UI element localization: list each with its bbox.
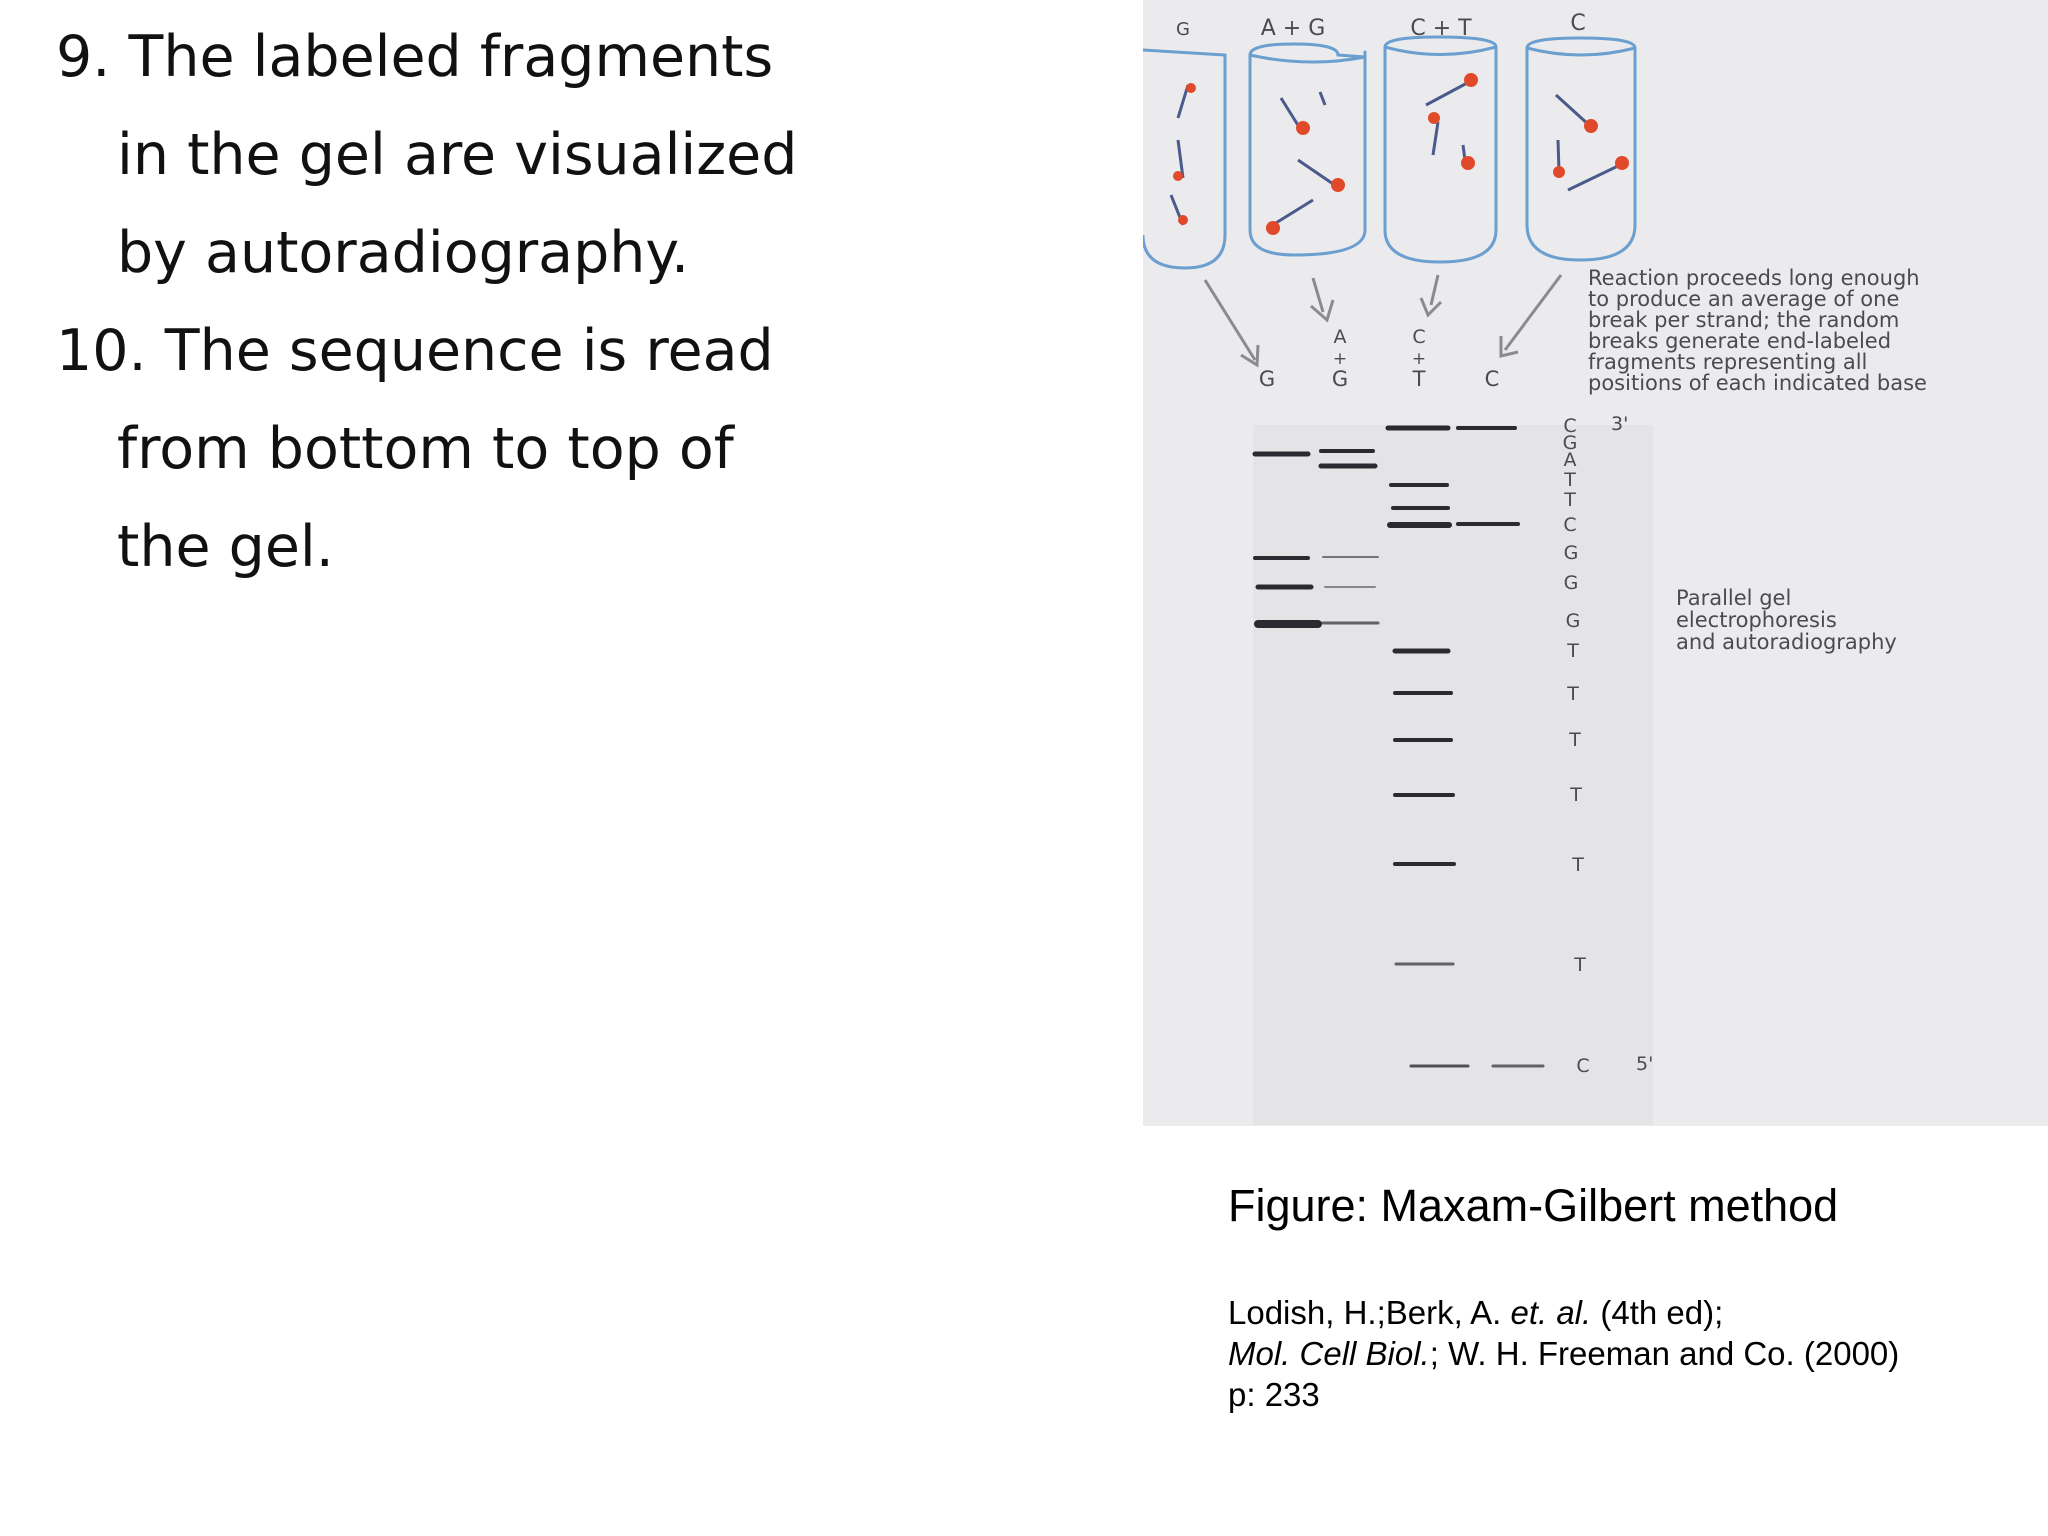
- tube-label-ag: A + G: [1260, 16, 1326, 41]
- bullet-9-line-2: in the gel are visualized: [117, 122, 798, 188]
- figure-caption: Figure: Maxam-Gilbert method: [1228, 1180, 1839, 1231]
- seq-letter-6: C: [1563, 514, 1577, 536]
- bullet-list: [56, 8, 1056, 596]
- seq-letter-4: T: [1564, 469, 1576, 491]
- seq-letter-7: G: [1563, 542, 1579, 564]
- label-dot: [1331, 178, 1345, 192]
- lane-label-ct-2: +: [1411, 349, 1427, 369]
- seq-letter-11: T: [1567, 683, 1579, 705]
- reaction-note-line-3: break per strand; the random: [1588, 308, 1900, 332]
- seq-letter-2: G: [1562, 432, 1578, 454]
- gel-note-line-2: electrophoresis: [1676, 608, 1837, 632]
- gel-area: [1253, 425, 1653, 1125]
- reaction-note-line-2: to produce an average of one: [1588, 287, 1900, 311]
- citation-page: p: 233: [1228, 1376, 1320, 1413]
- seq-letter-8: G: [1563, 572, 1579, 594]
- bullet-9-line-3: by autoradiography.: [117, 220, 690, 286]
- seq-letter-1: C: [1563, 415, 1577, 437]
- tube-label-g: G: [1176, 19, 1190, 40]
- label-dot: [1296, 121, 1310, 135]
- label-dot: [1461, 156, 1475, 170]
- reaction-note-line-6: positions of each indicated base: [1588, 371, 1927, 395]
- maxam-gilbert-figure: [1143, 0, 2048, 1126]
- label-dot: [1553, 166, 1565, 178]
- citation-line-1: [1228, 1292, 1899, 1333]
- seq-letter-14: T: [1572, 854, 1584, 876]
- citation-publisher: ; W. H. Freeman and Co. (2000): [1429, 1335, 1900, 1372]
- bullet-10-line-3: the gel.: [117, 514, 334, 580]
- citation-authors: Lodish, H.;Berk, A.: [1228, 1294, 1511, 1331]
- label-dot: [1584, 119, 1598, 133]
- label-dot: [1615, 156, 1629, 170]
- five-prime-label: 5': [1636, 1053, 1654, 1075]
- seq-letter-16: C: [1576, 1055, 1590, 1077]
- figure-illustration: [1143, 0, 2048, 1126]
- label-dot: [1186, 83, 1196, 93]
- seq-letter-12: T: [1569, 729, 1581, 751]
- citation-edition: (4th ed);: [1591, 1294, 1724, 1331]
- label-dot: [1173, 171, 1183, 181]
- lane-label-ct-1: C: [1412, 326, 1426, 348]
- citation: [1228, 1292, 1899, 1415]
- citation-line-2: [1228, 1333, 1899, 1374]
- seq-letter-9: G: [1565, 610, 1581, 632]
- label-dot: [1428, 112, 1440, 124]
- lane-label-ag-3: G: [1331, 367, 1349, 391]
- seq-letter-15: T: [1574, 954, 1586, 976]
- citation-et-al: et. al.: [1510, 1294, 1592, 1331]
- bullet-10-line-1: 10. The sequence is read: [56, 318, 774, 384]
- reaction-note: [1588, 266, 1927, 395]
- tube-label-c: C: [1570, 11, 1586, 36]
- citation-title: Mol. Cell Biol.: [1228, 1335, 1430, 1372]
- reaction-note-line-1: Reaction proceeds long enough: [1588, 266, 1920, 290]
- seq-letter-3: A: [1563, 449, 1577, 471]
- gel-note-line-3: and autoradiography: [1676, 630, 1897, 654]
- seq-letter-13: T: [1570, 784, 1582, 806]
- three-prime-label: 3': [1611, 413, 1629, 435]
- reaction-note-line-4: breaks generate end-labeled: [1588, 329, 1892, 353]
- label-dot: [1178, 215, 1188, 225]
- lane-label-ag-1: A: [1333, 326, 1347, 348]
- gel-note-line-1: Parallel gel: [1676, 586, 1792, 610]
- lane-label-ag-2: +: [1332, 349, 1348, 369]
- bullet-9-line-1: 9. The labeled fragments: [56, 24, 774, 90]
- lane-label-g: G: [1258, 367, 1276, 391]
- seq-letter-5: T: [1564, 489, 1576, 511]
- lane-label-ct-3: T: [1412, 367, 1426, 391]
- label-dot: [1266, 221, 1280, 235]
- label-dot: [1464, 73, 1478, 87]
- bullet-10-line-2: from bottom to top of: [117, 416, 734, 482]
- reaction-note-line-5: fragments representing all: [1588, 350, 1868, 374]
- tube-label-ct: C + T: [1410, 16, 1472, 41]
- seq-letter-10: T: [1567, 640, 1579, 662]
- lane-label-c: C: [1484, 367, 1500, 391]
